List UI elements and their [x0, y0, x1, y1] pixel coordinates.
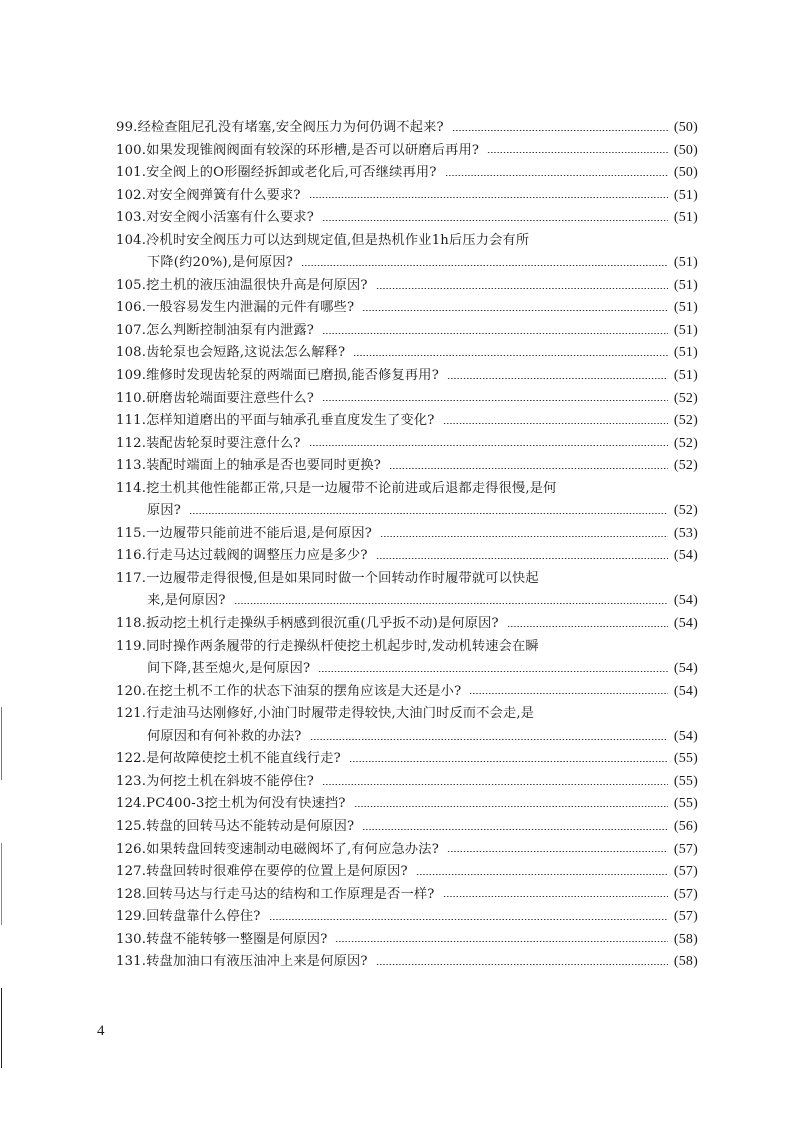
- toc-entry: [116, 748, 698, 771]
- toc-entry: [116, 388, 698, 411]
- dot-leader: [389, 468, 668, 469]
- toc-entry: [116, 478, 698, 523]
- toc-page-ref: (50): [673, 165, 698, 181]
- toc-entry-title: 118.扳动挖土机行走操纵手柄感到很沉重(几乎扳不动)是何原因?: [116, 616, 499, 632]
- toc-page-ref: (55): [673, 751, 698, 767]
- toc-entry-title: 下降(约20%),是何原因?: [147, 255, 293, 271]
- toc-page-ref: (53): [673, 525, 698, 541]
- toc-entry: [116, 207, 698, 230]
- toc-entry: [116, 410, 698, 433]
- dot-leader: [452, 130, 668, 131]
- toc-page-ref: (57): [673, 886, 698, 902]
- toc-entry: [116, 545, 698, 568]
- toc-entry-title: 109.维修时发现齿轮泵的两端面已磨损,能否修复再用?: [116, 368, 439, 384]
- toc-entry: [116, 681, 698, 704]
- page-number: 4: [97, 1023, 105, 1039]
- scan-edge-line: [1, 988, 2, 1068]
- toc-page-ref: (54): [673, 728, 698, 744]
- toc-entry-title: 113.装配时端面上的轴承是否也要同时更换?: [116, 458, 382, 474]
- toc-entry-line: [116, 771, 698, 794]
- toc-entry-line: [116, 793, 698, 816]
- toc-entry-title: 102.对安全阀弹簧有什么要求?: [116, 187, 301, 203]
- toc-entry-line: [116, 861, 698, 884]
- toc-entry: [116, 140, 698, 163]
- dot-leader: [416, 874, 668, 875]
- toc-entry-title: 120.在挖土机不工作的状态下油泵的摆角应该是大还是小?: [116, 683, 462, 699]
- toc-entry-title: 122.是何故障使挖土机不能直线行走?: [116, 751, 341, 767]
- toc-entry: [116, 342, 698, 365]
- dot-leader: [301, 265, 668, 266]
- toc-entry: [116, 117, 698, 140]
- toc-page-ref: (54): [673, 661, 698, 677]
- toc-page-ref: (54): [673, 616, 698, 632]
- toc-entry-line: [116, 320, 698, 343]
- toc-entry: [116, 839, 698, 862]
- toc-entry: [116, 297, 698, 320]
- dot-leader: [309, 445, 668, 446]
- toc-entry-title: 128.回转马达与行走马达的结构和工作原理是否一样?: [116, 886, 435, 902]
- scan-edge-line: [1, 843, 2, 925]
- toc-entry-title: 何原因和有何补救的办法?: [147, 728, 302, 744]
- dot-leader: [376, 558, 668, 559]
- toc-entry-line: [116, 275, 698, 298]
- toc-entry-continuation: [116, 658, 698, 681]
- toc-entry: [116, 636, 698, 681]
- toc-entry-line: [116, 545, 698, 568]
- toc-entry-title: 100.如果发现锥阀阀面有较深的环形槽,是否可以研磨后再用?: [116, 142, 480, 158]
- toc-entry-title: 110.研磨齿轮端面要注意些什么?: [116, 390, 315, 406]
- toc-entry: [116, 906, 698, 929]
- dot-leader: [445, 175, 668, 176]
- toc-entry-title: 105.挖土机的液压油温很快升高是何原因?: [116, 277, 368, 293]
- toc-entry: [116, 771, 698, 794]
- toc-entry: [116, 433, 698, 456]
- toc-entry-line: [116, 906, 698, 929]
- toc-page-ref: (52): [673, 435, 698, 451]
- toc-entry-title: 117.一边履带走得很慢,但是如果同时做一个回转动作时履带就可以快起: [116, 570, 539, 586]
- toc-entry: [116, 230, 698, 275]
- toc-entry: [116, 884, 698, 907]
- toc-entry-continuation: [116, 590, 698, 613]
- toc-page-ref: (54): [673, 593, 698, 609]
- scan-edge-line: [1, 707, 2, 780]
- dot-leader: [335, 941, 667, 942]
- toc-entry-title: 126.如果转盘回转变速制动电磁阀坏了,有何应急办法?: [116, 841, 439, 857]
- toc-entry-line: [116, 388, 698, 411]
- toc-entry: [116, 455, 698, 478]
- toc-entry-line: [116, 703, 698, 726]
- toc-page-ref: (52): [673, 390, 698, 406]
- toc-entry: [116, 568, 698, 613]
- toc-entry-line: [116, 884, 698, 907]
- dot-leader: [376, 964, 668, 965]
- toc-entry-line: [116, 433, 698, 456]
- toc-entry-title: 106.一般容易发生内泄漏的元件有哪些?: [116, 300, 355, 316]
- toc-entry-line: [116, 816, 698, 839]
- toc-entry-title: 115.一边履带只能前进不能后退,是何原因?: [116, 525, 373, 541]
- toc-entry-title: 99.经检查阻尼孔没有堵塞,安全阀压力为何仍调不起来?: [116, 120, 444, 135]
- toc-page-ref: (55): [673, 773, 698, 789]
- toc-entry-continuation: [116, 500, 698, 523]
- toc-page-ref: (51): [673, 300, 698, 316]
- toc-entry-line: [116, 636, 698, 659]
- toc-entry: [116, 523, 698, 546]
- toc-entry: [116, 951, 698, 974]
- toc-page-ref: (58): [673, 954, 698, 970]
- toc-entry-line: [116, 140, 698, 163]
- toc-entry-line: [116, 839, 698, 862]
- toc-entry: [116, 793, 698, 816]
- toc-entry-title: 原因?: [147, 503, 182, 519]
- toc-page-ref: (52): [673, 458, 698, 474]
- toc-entry-line: [116, 568, 698, 591]
- toc-entry-title: 112.装配齿轮泵时要注意什么?: [116, 435, 301, 451]
- dot-leader: [353, 355, 668, 356]
- toc-entry-line: [116, 297, 698, 320]
- toc-page-ref: (50): [673, 120, 698, 135]
- toc-entry-title: 127.转盘回转时很难停在要停的位置上是何原因?: [116, 864, 408, 880]
- toc-entry-line: [116, 455, 698, 478]
- toc-page-ref: (52): [673, 503, 698, 519]
- toc-entry-title: 来,是何原因?: [147, 593, 226, 609]
- toc-entry-title: 104.冷机时安全阀压力可以达到规定值,但是热机作业1h后压力会有所: [116, 232, 530, 248]
- toc-entry-title: 107.怎么判断控制油泵有内泄露?: [116, 322, 315, 338]
- toc-page-ref: (51): [673, 210, 698, 226]
- toc-page-ref: (52): [673, 413, 698, 429]
- toc-entry-line: [116, 951, 698, 974]
- toc-entry-title: 121.行走油马达刚修好,小油门时履带走得较快,大油门时反而不会走,是: [116, 706, 535, 722]
- toc-entry-line: [116, 523, 698, 546]
- toc-entry-title: 108.齿轮泵也会短路,这说法怎么解释?: [116, 345, 346, 361]
- dot-leader: [189, 513, 668, 514]
- toc-entry-line: [116, 342, 698, 365]
- toc-entry: [116, 861, 698, 884]
- toc-entry-line: [116, 613, 698, 636]
- dot-leader: [322, 784, 668, 785]
- dot-leader: [487, 152, 668, 153]
- toc-page-ref: (56): [673, 818, 698, 834]
- toc-page-ref: (51): [673, 277, 698, 293]
- toc-page-ref: (55): [673, 796, 698, 812]
- toc-page-ref: (54): [673, 548, 698, 564]
- toc-page-ref: (57): [673, 841, 698, 857]
- dot-leader: [447, 851, 668, 852]
- toc-entry-title: 103.对安全阀小活塞有什么要求?: [116, 210, 315, 226]
- toc-entry-title: 130.转盘不能转够一整圈是何原因?: [116, 931, 328, 947]
- dot-leader: [310, 739, 668, 740]
- toc-entry-line: [116, 162, 698, 185]
- toc-entry-line: [116, 185, 698, 208]
- toc-entry: [116, 703, 698, 748]
- toc-page-ref: (57): [673, 909, 698, 925]
- toc-entry: [116, 185, 698, 208]
- toc-page-ref: (54): [673, 683, 698, 699]
- dot-leader: [309, 197, 668, 198]
- dot-leader: [443, 423, 668, 424]
- dot-leader: [318, 671, 668, 672]
- toc-entry-title: 114.挖土机其他性能都正常,只是一边履带不论前进或后退都走得很慢,是何: [116, 480, 557, 496]
- toc-entry-continuation: [116, 726, 698, 749]
- toc-page-ref: (51): [673, 255, 698, 271]
- dot-leader: [349, 761, 668, 762]
- toc-entry: [116, 613, 698, 636]
- toc-entry-title: 119.同时操作两条履带的行走操纵杆使挖土机起步时,发动机转速会在瞬: [116, 638, 539, 654]
- toc-page-ref: (51): [673, 368, 698, 384]
- dot-leader: [376, 288, 668, 289]
- dot-leader: [469, 693, 668, 694]
- dot-leader: [362, 829, 668, 830]
- dot-leader: [322, 220, 668, 221]
- toc-entry-line: [116, 681, 698, 704]
- table-of-contents: [116, 117, 698, 974]
- toc-entry-line: [116, 365, 698, 388]
- toc-entry-line: [116, 410, 698, 433]
- toc-entry-continuation: [116, 252, 698, 275]
- toc-entry: [116, 365, 698, 388]
- dot-leader: [354, 806, 668, 807]
- toc-entry-title: 116.行走马达过载阀的调整压力应是多少?: [116, 548, 368, 564]
- toc-entry: [116, 929, 698, 952]
- dot-leader: [362, 310, 668, 311]
- toc-entry: [116, 320, 698, 343]
- toc-entry: [116, 162, 698, 185]
- toc-entry-title: 129.回转盘靠什么停住?: [116, 909, 261, 925]
- toc-page-ref: (51): [673, 345, 698, 361]
- dot-leader: [443, 896, 668, 897]
- toc-entry-title: 123.为何挖土机在斜坡不能停住?: [116, 773, 315, 789]
- toc-page-ref: (50): [673, 142, 698, 158]
- dot-leader: [269, 919, 668, 920]
- toc-entry-line: [116, 207, 698, 230]
- toc-entry-title: 111.怎样知道磨出的平面与轴承孔垂直度发生了变化?: [116, 413, 435, 429]
- toc-entry-title: 101.安全阀上的O形圈经拆卸或老化后,可否继续再用?: [116, 165, 437, 181]
- dot-leader: [380, 536, 668, 537]
- toc-page-ref: (51): [673, 187, 698, 203]
- toc-entry: [116, 816, 698, 839]
- dot-leader: [322, 400, 668, 401]
- toc-entry-line: [116, 929, 698, 952]
- dot-leader: [507, 626, 668, 627]
- dot-leader: [322, 333, 668, 334]
- toc-page-ref: (58): [673, 931, 698, 947]
- toc-entry: [116, 275, 698, 298]
- toc-page-ref: (57): [673, 864, 698, 880]
- toc-page-ref: (51): [673, 322, 698, 338]
- toc-entry-line: [116, 748, 698, 771]
- dot-leader: [234, 603, 668, 604]
- toc-entry-title: 124.PC400-3挖土机为何没有快速挡?: [116, 796, 346, 812]
- toc-entry-line: [116, 117, 698, 140]
- dot-leader: [447, 378, 668, 379]
- toc-entry-title: 间下降,甚至熄火,是何原因?: [147, 661, 311, 677]
- toc-entry-line: [116, 230, 698, 253]
- toc-entry-title: 125.转盘的回转马达不能转动是何原因?: [116, 818, 355, 834]
- toc-entry-line: [116, 478, 698, 501]
- toc-entry-title: 131.转盘加油口有液压油冲上来是何原因?: [116, 954, 368, 970]
